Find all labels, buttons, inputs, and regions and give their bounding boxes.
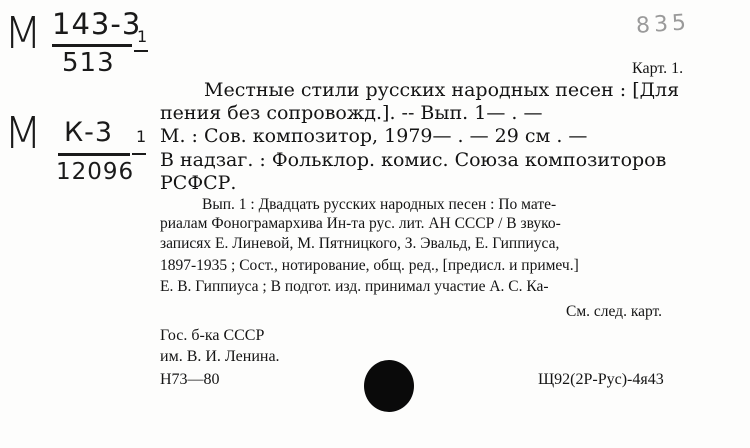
entry-line-5: РСФСР. <box>160 172 237 194</box>
shelfmark-top-denominator: 513 <box>62 48 115 78</box>
shelfmark-bottom-fraction-line <box>58 153 130 156</box>
shelfmark-bottom-mark: 1 <box>136 127 148 146</box>
entry-line-2: пения без сопровожд.]. -- Вып. 1— . — <box>160 102 543 124</box>
library-line-1: Гос. б-ка СССР <box>160 327 265 344</box>
card-code: Н73—80 <box>160 371 220 388</box>
note-line-4: 1897-1935 ; Сост., нотирование, общ. ред., [предисл. и примеч.] <box>160 257 579 274</box>
shelfmark-bottom-mark-dash <box>132 153 146 155</box>
note-line-3: записях Е. Линевой, М. Пятницкого, З. Эвальд, Е. Гиппиуса, <box>160 235 560 252</box>
note-line-2: риалам Фонограмархива Ин-та рус. лит. АН СССР / В звуко- <box>160 215 561 232</box>
continued-note: См. след. карт. <box>566 303 663 320</box>
shelfmark-bottom-numerator: К-3 <box>64 117 114 148</box>
shelfmark-bottom-denominator: 12096 <box>56 159 135 185</box>
shelfmark-top-letter: М <box>4 8 43 59</box>
entry-line-1: Местные стили русских народных песен : [Для <box>204 79 680 101</box>
shelfmark-top-mark-dash <box>134 50 148 52</box>
shelfmark-top-mark: 1 <box>137 27 149 46</box>
classification-code: Щ92(2Р-Рус)-4я43 <box>538 371 664 388</box>
library-line-2: им. В. И. Ленина. <box>160 348 280 365</box>
punch-hole <box>364 360 414 412</box>
shelfmark-top-fraction-line <box>52 44 132 47</box>
shelfmark-bottom-letter: М <box>4 108 43 159</box>
note-line-1: Вып. 1 : Двадцать русских народных песен : По мате- <box>202 196 557 213</box>
shelfmark-top-numerator: 143-3 <box>52 7 142 41</box>
note-line-5: Е. В. Гиппиуса ; В подгот. изд. принимал участие А. С. Ка- <box>160 278 549 295</box>
entry-line-3: М. : Сов. композитор, 1979— . — 29 см . — <box>160 125 588 147</box>
card-number: Карт. 1. <box>632 60 684 77</box>
pencil-note: 835 <box>635 10 691 39</box>
entry-line-4: В надзаг. : Фольклор. комис. Союза композиторов <box>160 149 667 171</box>
